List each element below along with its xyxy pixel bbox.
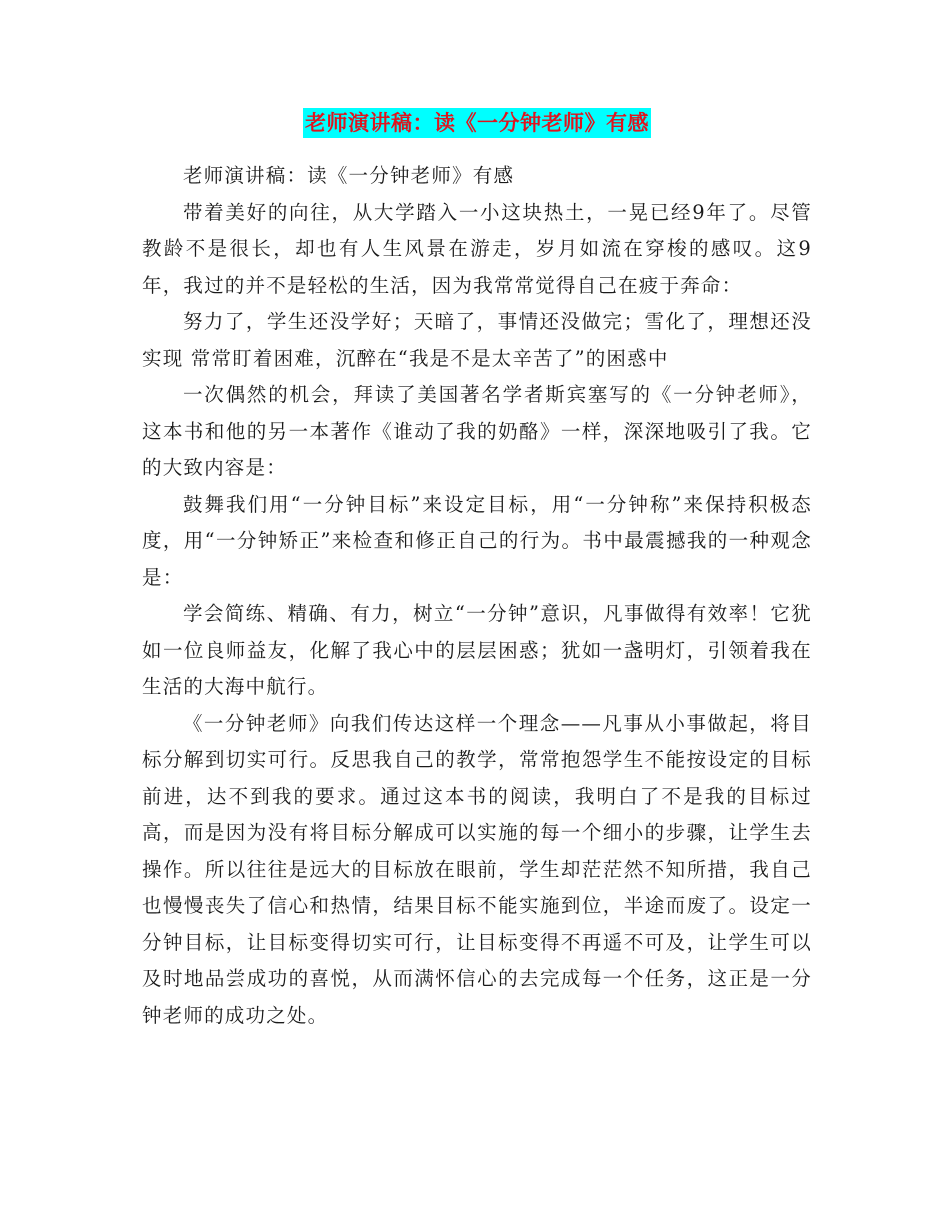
paragraph-book-content: 鼓舞我们用“一分钟目标”来设定目标，用“一分钟称”来保持积极态度，用“一分钟矫正”来检查和修正自己的行为。书中最震撼我的一种观念是： [142,492,812,589]
document-title: 老师演讲稿：读《一分钟老师》有感 [303,108,651,138]
document-page [142,108,812,1034]
title-wrapper [142,108,812,138]
paragraph-book-discovery: 一次偶然的机会，拜读了美国著名学者斯宾塞写的《一分钟老师》，这本书和他的另一本著作《谁动了我的奶酪》一样，深深地吸引了我。它的大致内容是： [142,383,812,479]
paragraph-effort: 努力了，学生还没学好；天暗了，事情还没做完；雪化了，理想还没实现 常常盯着困难，沉醉在“我是不是太辛苦了”的困惑中 [142,310,812,370]
paragraph-key-idea: 学会简练、精确、有力，树立“一分钟”意识，凡事做得有效率！它犹如一位良师益友，化解了我心中的层层困惑；犹如一盏明灯，引领着我在生活的大海中航行。 [142,602,812,698]
paragraph-reflection: 《一分钟老师》向我们传达这样一个理念——凡事从小事做起，将目标分解到切实可行。反思我自己的教学，常常抱怨学生不能按设定的目标前进，达不到我的要求。通过这本书的阅读，我明白了不是我的目标过高，而是因为没有将目标分解成可以实施的每一个细小的步骤，让学生去操作。所以往往是远大的目标放在眼前，学生却茫茫然不知所措，我自己也慢慢丧失了信心和热情，结果目标不能实施到位，半途而废了。设定一分钟目标，让目标变得切实可行，让目标变得不再遥不可及，让学生可以及时地品尝成功的喜悦，从而满怀信心的去完成每一个任务，这正是一分钟老师的成功之处。 [142,711,812,1027]
paragraph-intro: 带着美好的向往，从大学踏入一小这块热土，一晃已经9年了。尽管教龄不是很长，却也有人生风景在游走，岁月如流在穿梭的感叹。这9年，我过的并不是轻松的生活，因为我常常觉得自己在疲于奔命： [142,200,812,297]
paragraph-subtitle: 老师演讲稿：读《一分钟老师》有感 [182,164,515,187]
